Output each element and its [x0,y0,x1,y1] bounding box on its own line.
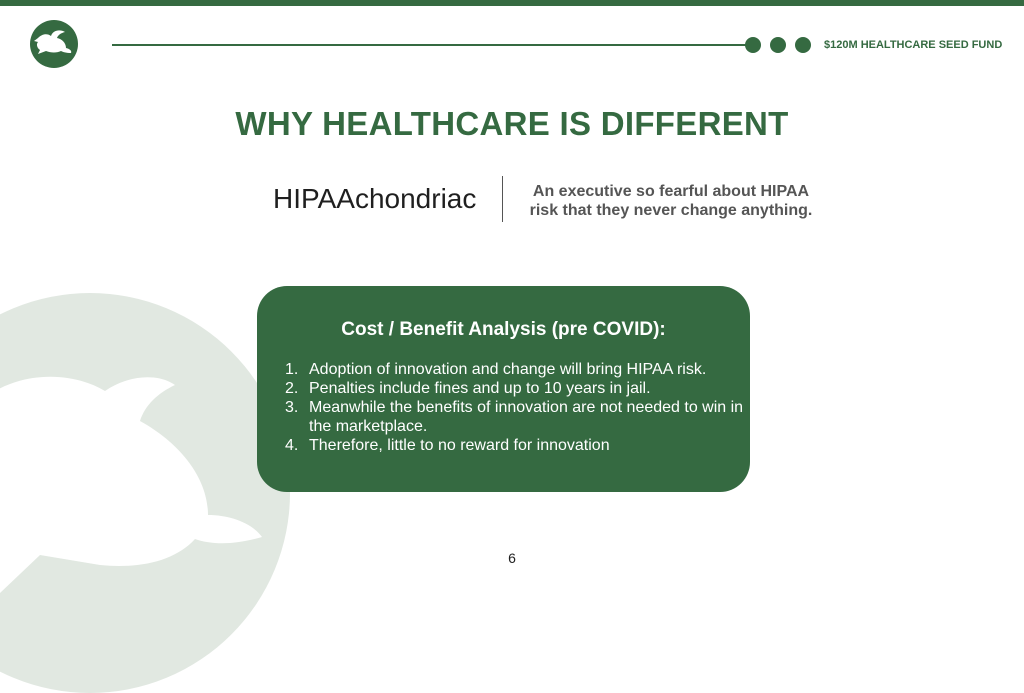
list-item [285,398,749,436]
definition-line: An executive so fearful about HIPAA [532,183,810,200]
page-number: 6 [508,550,516,566]
header-dot [795,37,811,53]
list-item-text: Adoption of innovation and change will bring HIPAA risk. [309,361,707,378]
list-item-number: 2. [285,380,299,397]
list-item-text: Therefore, little to no reward for innovation [309,437,610,454]
rabbit-watermark-icon [0,293,290,693]
list-item-text: Penalties include fines and up to 10 years in jail. [309,380,651,397]
list-item-number: 3. [285,399,299,416]
list-item [285,436,749,455]
cost-benefit-title: Cost / Benefit Analysis (pre COVID): [341,319,666,340]
list-item-number: 1. [285,361,299,378]
term-divider [502,176,503,222]
list-item [285,360,749,379]
rabbit-logo-icon [30,20,78,68]
header-divider-line [112,44,752,46]
fund-label: $120M HEALTHCARE SEED FUND [824,39,1003,51]
header-dot [745,37,761,53]
top-accent-bar [0,0,1024,6]
definition-line: risk that they never change anything. [529,202,813,219]
cost-benefit-list [285,360,749,455]
term-definition [516,182,826,220]
list-item [285,379,749,398]
list-item-number: 4. [285,437,299,454]
list-item-text: Meanwhile the benefits of innovation are not needed to win in the marketplace. [309,399,744,435]
term-heading: HIPAAchondriac [273,183,477,214]
header-dot [770,37,786,53]
slide-title: WHY HEALTHCARE IS DIFFERENT [235,105,789,142]
cost-benefit-box [257,286,750,492]
